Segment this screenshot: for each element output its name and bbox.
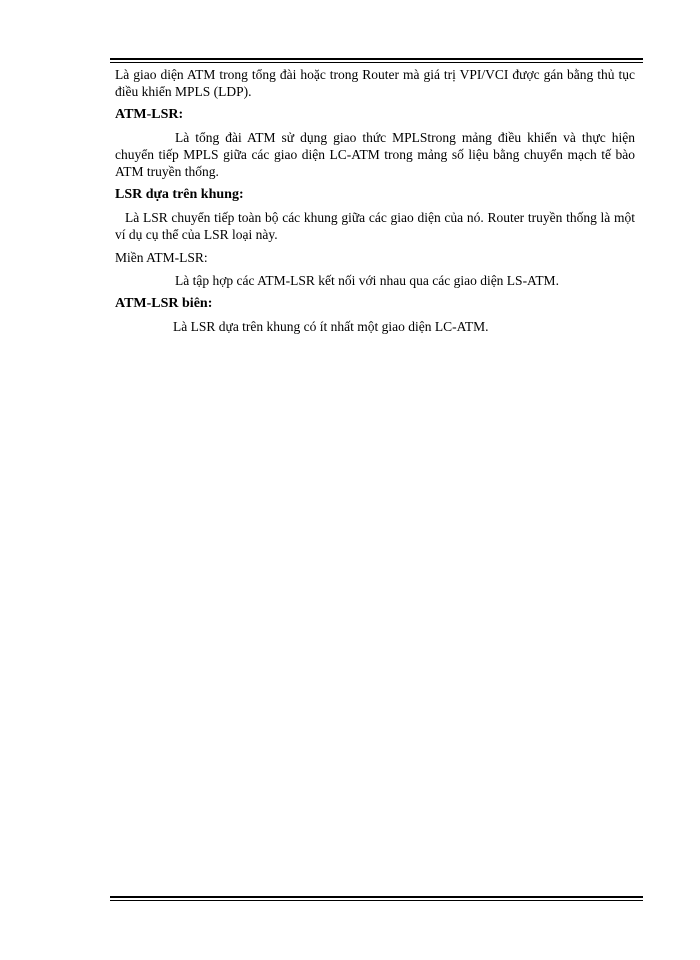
- paragraph-edge-atm-lsr-definition: Là LSR dựa trên khung có ít nhất một giao diện LC-ATM.: [173, 319, 489, 334]
- paragraph-lc-atm-definition: Là giao diện ATM trong tổng đài hoặc trong Router mà giá trị VPI/VCI được gán bằng thủ tục điều khiển MPLS (LDP).: [115, 67, 635, 99]
- page-body: [115, 66, 635, 335]
- paragraph-atm-lsr-domain-definition: Là tập hợp các ATM-LSR kết nối với nhau qua các giao diện LS-ATM.: [175, 273, 559, 288]
- header-rule: [110, 58, 643, 63]
- heading-atm-lsr-domain: Miền ATM-LSR:: [115, 250, 208, 265]
- paragraph-atm-lsr-definition: Là tổng đài ATM sử dụng giao thức MPLStrong mảng điều khiển và thực hiện chuyển tiếp MPLS giữa các giao diện LC-ATM trong mảng số liệu bằng chuyển mạch tế bào ATM truyền thống.: [115, 130, 635, 179]
- heading-edge-atm-lsr: ATM-LSR biên:: [115, 296, 213, 311]
- heading-frame-based-lsr: LSR dựa trên khung:: [115, 187, 244, 202]
- paragraph-frame-based-lsr-definition: Là LSR chuyển tiếp toàn bộ các khung giữa các giao diện của nó. Router truyền thống là một ví dụ cụ thể của LSR loại này.: [115, 210, 635, 242]
- heading-atm-lsr: ATM-LSR:: [115, 107, 184, 122]
- footer-rule: [110, 896, 643, 901]
